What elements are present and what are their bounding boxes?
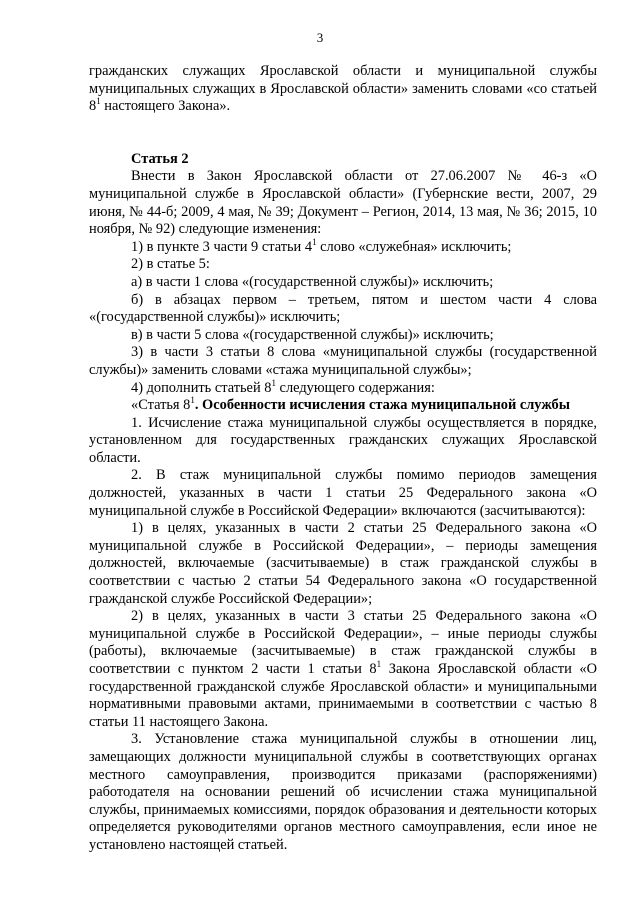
paragraph: 2) в статье 5:	[131, 256, 210, 273]
paragraph	[89, 236, 597, 257]
superscript: 1	[96, 96, 101, 107]
text-run: 4) дополнить статьей 8	[131, 379, 272, 396]
text-run: настоящего Закона».	[100, 98, 231, 115]
paragraph: 3) в части 3 статьи 8 слова «муниципальной службы (государственной службы)» заменить словами «стажа муниципальной службы»;	[89, 344, 597, 378]
text-run: 1) в пункте 3 части 9 статьи 4	[131, 238, 313, 255]
page-number: 3	[316, 30, 324, 45]
paragraph: в) в части 5 слова «(государственной службы)» исключить;	[131, 326, 494, 343]
text-run: гражданских служащих Ярославской области и муниципальной службы муниципальных служащих в Ярославской области» заменить словами «со статьей 8	[89, 63, 597, 115]
paragraph: Внести в Закон Ярославской области от 27.06.2007 № 46-з «О муниципальной службе в Ярославской области» (Губернские вести, 2007, 29 июня, № 44-б; 2009, 4 мая, № 39; Документ – Регион, 2014, 13 мая, № 36; 2015, 10 ноября, № 92) следующие изменения:	[89, 168, 597, 238]
text-run: 2) в целях, указанных в части 3 статьи 25 Федерального закона «О муниципальной службе в Российской Федерации», – иные периоды службы (работы), включаемые (засчитываемые) в стаж гражданской службы в соответствии с пунктом 2 части 1 статьи 8	[89, 608, 597, 677]
paragraph	[89, 377, 597, 398]
superscript: 1	[312, 236, 317, 247]
inserted-article-heading	[89, 397, 597, 415]
document-body	[89, 63, 597, 855]
text-run: следующего содержания:	[275, 379, 435, 396]
paragraph	[89, 608, 597, 731]
paragraph: 1. Исчисление стажа муниципальной службы осуществляется в порядке, установленном для государственных гражданских служащих Ярославской области.	[89, 414, 597, 466]
inserted-article-title: . Особенности исчисления стажа муниципальной службы	[194, 397, 570, 414]
text-run: Закона Ярославской области «О государственной гражданской службе Ярославской области» и муниципальными нормативными правовыми актами, принимаемыми в соответствии с частью 8 статьи 11 настоящего Закона.	[89, 661, 597, 730]
text-run: «Статья 8	[131, 397, 191, 414]
paragraph: 3. Установление стажа муниципальной службы в отношении лиц, замещающих должности муниципальной службы в соответствующих органах местного самоуправления, производится приказами (распоряжениями) работодателя на основании решений об исчислении стажа муниципальной службы, принимаемых комиссиями, порядок образования и деятельности которых определяется руководителями органов местного самоуправления, если иное не установлено настоящей статьей.	[89, 731, 597, 853]
paragraph: б) в абзацах первом – третьем, пятом и шестом части 4 слова «(государственной службы)» исключить;	[89, 291, 597, 326]
paragraph: а) в части 1 слова «(государственной службы)» исключить;	[131, 273, 494, 290]
paragraph-continuation	[89, 63, 597, 116]
article-heading: Статья 2	[131, 150, 189, 167]
superscript: 1	[190, 395, 195, 406]
paragraph: 1) в целях, указанных в части 2 статьи 25 Федерального закона «О муниципальной службе в Российской Федерации», – периоды замещения должностей, включаемые (засчитываемые) в стаж гражданской службы в соответствии с частью 2 статьи 54 Федерального закона «О государственной гражданской службе Российской Федерации»;	[89, 520, 597, 607]
superscript: 1	[271, 377, 276, 388]
text-run: слово «служебная» исключить;	[316, 238, 512, 255]
superscript: 1	[376, 659, 382, 670]
paragraph: 2. В стаж муниципальной службы помимо периодов замещения должностей, указанных в части 1 статьи 25 Федерального закона «О муниципальной службе в Российской Федерации» включаются (засчитываются):	[89, 467, 597, 519]
